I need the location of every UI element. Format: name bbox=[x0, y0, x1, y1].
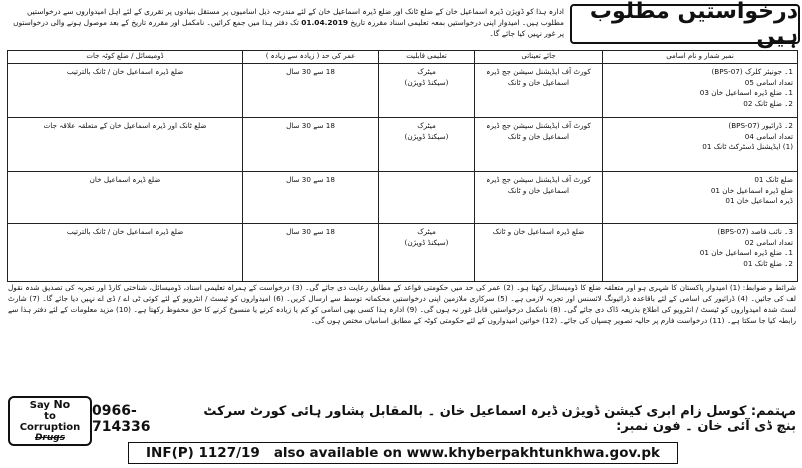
post-cell bbox=[603, 64, 798, 118]
post-bps: (BPS-07) bbox=[728, 121, 760, 130]
publication-bar bbox=[128, 442, 678, 464]
qualification: میٹرک bbox=[417, 121, 436, 130]
post-cell bbox=[603, 118, 798, 172]
post-line: ضلع ڈیرہ اسماعیل خان 01 bbox=[710, 185, 793, 195]
qualification-division: (سیکنڈ ڈویژن) bbox=[404, 131, 449, 141]
post-line: ڈیرہ اسماعیل خان 01 bbox=[725, 196, 793, 205]
header-qualification: تعلیمی قابلیت bbox=[379, 51, 475, 64]
posting-cell: کورٹ آف ایڈیشنل سیشن جج ڈیرہ اسماعیل خان و ٹانک bbox=[475, 118, 603, 172]
post-cell bbox=[603, 172, 798, 224]
posting-cell: ضلع ڈیرہ اسماعیل خان و ٹانک bbox=[475, 224, 603, 282]
post-line: تعداد اسامی 02 bbox=[744, 237, 793, 247]
qualification-division: (سیکنڈ ڈویژن) bbox=[404, 237, 449, 247]
post-name: 1۔ جونیئر کلرک bbox=[744, 67, 793, 76]
post-line: 1۔ ضلع ڈیرہ اسماعیل خان 01 bbox=[699, 248, 793, 257]
website-link[interactable]: also available on www.khyberpakhtunkhwa.gov.pk bbox=[273, 445, 660, 461]
post-line: 2۔ ضلع ٹانک 02 bbox=[743, 98, 793, 108]
posting-cell: کورٹ آف ایڈیشنل سیشن جج ڈیرہ اسماعیل خان و ٹانک bbox=[475, 172, 603, 224]
stamp-line: Drugs bbox=[34, 432, 66, 443]
qualification-cell bbox=[379, 224, 475, 282]
table-row bbox=[8, 172, 798, 224]
qualification-cell bbox=[379, 118, 475, 172]
contact-address bbox=[92, 398, 796, 440]
table-row bbox=[8, 64, 798, 118]
header-domicile: ڈومیسائل / ضلع کوٹہ جات bbox=[8, 51, 243, 64]
anti-corruption-stamp bbox=[8, 396, 92, 446]
post-name: 2۔ ڈرائیور bbox=[761, 121, 793, 130]
intro-text-2: تک دفتر ہذا میں جمع کرائیں۔ نامکمل اور مقررہ تاریخ کے بعد موصول ہونے والی درخواستوں پر غور نہیں کیا جائے گا۔ bbox=[13, 18, 564, 38]
post-bps: (BPS-07) bbox=[711, 67, 743, 76]
address-text: مہتمم: کوسل زام ابری کیشن ڈویژن ڈیرہ اسماعیل خان ۔ بالمقابل پشاور ہائی کورٹ سرکٹ بنچ ڈی آئی خان ۔ فون نمبر: bbox=[203, 404, 796, 434]
post-name: ضلع ٹانک 01 bbox=[754, 175, 793, 184]
post-cell bbox=[603, 224, 798, 282]
header-post: نمبر شمار و نام اسامی bbox=[603, 51, 798, 64]
post-line: 2۔ ضلع ٹانک 01 bbox=[743, 258, 793, 268]
terms-and-conditions: شرائط و ضوابط: (1) امیدوار پاکستان کا شہری ہو اور متعلقہ ضلع کا ڈومیسائل رکھتا ہو۔ (2) عمر کی حد میں حکومتی قواعد کے مطابق رعایت دی جائے گی۔ (3) درخواست کے ہمراہ تعلیمی اسناد، ڈومیسائل، شناختی کارڈ اور تجربہ کی تصدیق شدہ نقول لف کی جائیں۔ (4) ڈرائیور کی اسامی کے لئے باقاعدہ ڈرائیونگ لائسنس اور تجربہ لازمی ہے۔ (5) سرکاری ملازمین اپنی درخواستیں محکمانہ توسط سے ارسال کریں۔ (6) امیدواروں کو ٹیسٹ / انٹرویو کے لئے کوئی ٹی اے / ڈی اے نہیں دیا جائے گا۔ (7) شارٹ لسٹ شدہ امیدواروں کو ٹیسٹ / انٹرویو کی اطلاع بذریعہ ڈاک دی جائے گی۔ (8) نامکمل درخواستیں قابل غور نہ ہوں گی۔ (9) ادارہ ہذا کسی بھی اسامی کو کم یا زیادہ کرنے یا منسوخ کرنے کا حق محفوظ رکھتا ہے۔ (10) مزید معلومات کے لئے دفتر ہذا سے رابطہ کیا جا سکتا ہے۔ (11) درخواست فارم پر حالیہ تصویر چسپاں کی جائے۔ (12) خواتین امیدواروں کے لئے حکومتی کوٹہ کے مطابق اسامیاں مختص ہوں گی۔ bbox=[8, 283, 796, 325]
post-line: 1۔ ضلع ڈیرہ اسماعیل خان 03 bbox=[699, 88, 793, 97]
domicile-cell: ضلع ڈیرہ اسماعیل خان / ٹانک بالترتیب bbox=[8, 64, 243, 118]
stamp-line: Corruption bbox=[19, 421, 81, 433]
advertisement-title: درخواستیں مطلوب ہیں bbox=[570, 4, 800, 44]
qualification: میٹرک bbox=[417, 67, 436, 76]
age-cell: 18 سے 30 سال bbox=[243, 118, 379, 172]
domicile-cell: ضلع ٹانک اور ڈیرہ اسماعیل خان کے متعلقہ علاقہ جات bbox=[8, 118, 243, 172]
table-header-row bbox=[8, 51, 798, 64]
qualification-cell bbox=[379, 172, 475, 224]
table-row bbox=[8, 224, 798, 282]
stamp-line: Say No bbox=[29, 397, 71, 411]
stamp-line: to bbox=[44, 410, 56, 422]
age-cell: 18 سے 30 سال bbox=[243, 224, 379, 282]
age-cell: 18 سے 30 سال bbox=[243, 172, 379, 224]
age-cell: 18 سے 30 سال bbox=[243, 64, 379, 118]
post-bps: (BPS-07) bbox=[717, 227, 749, 236]
qualification-division: (سیکنڈ ڈویژن) bbox=[404, 77, 449, 87]
domicile-cell: ضلع ڈیرہ اسماعیل خان / ٹانک بالترتیب bbox=[8, 224, 243, 282]
inf-number: INF(P) 1127/19 bbox=[146, 445, 260, 461]
post-name: 3۔ نائب قاصد bbox=[750, 227, 793, 236]
last-date: 01.04.2019 bbox=[301, 18, 348, 27]
header-posting: جائے تعیناتی bbox=[475, 51, 603, 64]
qualification: میٹرک bbox=[417, 227, 436, 236]
post-line: (1) ایڈیشنل ڈسٹرکٹ ٹانک 01 bbox=[702, 142, 793, 151]
intro-text: ادارہ ہذا کو ڈویژن ڈیرہ اسماعیل خان کے ضلع ٹانک اور ضلع ڈیرہ اسماعیل خان کے لئے مندرجہ ذیل اسامیوں پر مستقل بنیادوں پر تقرری کے لئے اہل امیدواروں سے درخواستیں مطلوب ہیں۔ امیدوار اپنی درخواستیں بمعہ تعلیمی اسناد مقررہ تاریخ bbox=[27, 7, 564, 27]
domicile-cell: ضلع ڈیرہ اسماعیل خان bbox=[8, 172, 243, 224]
posting-cell: کورٹ آف ایڈیشنل سیشن جج ڈیرہ اسماعیل خان و ٹانک bbox=[475, 64, 603, 118]
phone-number: 0966-714336 bbox=[92, 403, 151, 435]
post-line: تعداد اسامی 04 bbox=[744, 131, 793, 141]
intro-paragraph bbox=[8, 6, 564, 42]
jobs-table bbox=[7, 50, 798, 282]
qualification-cell bbox=[379, 64, 475, 118]
header-age: عمر کی حد ( زیادہ سے زیادہ ) bbox=[243, 51, 379, 64]
table-row bbox=[8, 118, 798, 172]
post-line: تعداد اسامی 05 bbox=[744, 77, 793, 87]
